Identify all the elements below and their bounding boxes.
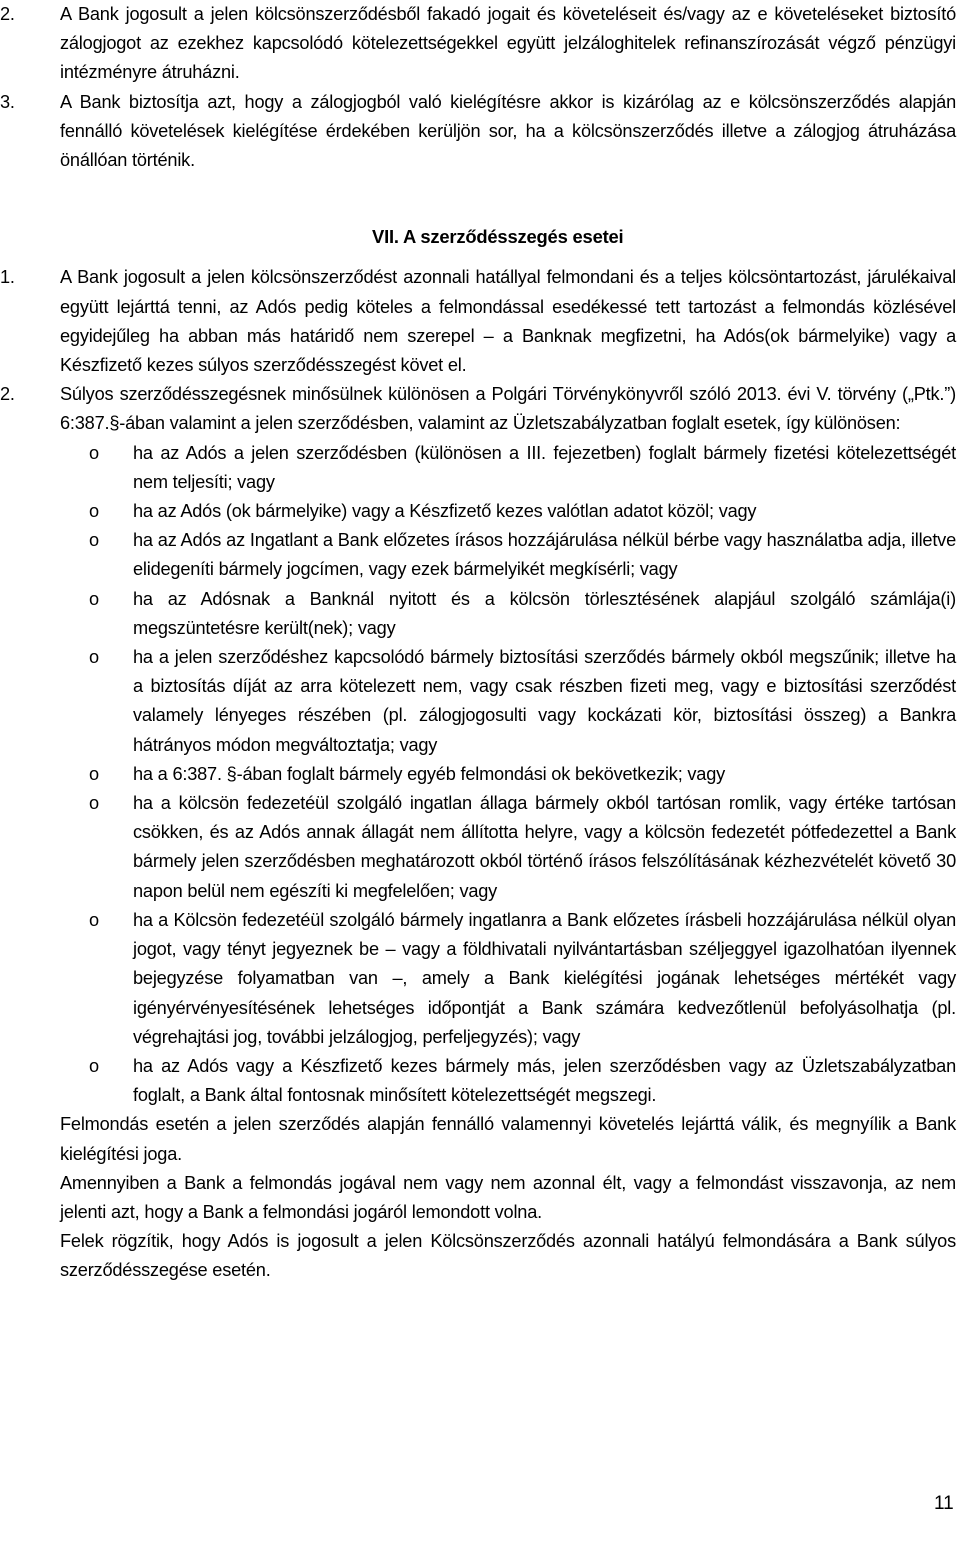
list-item [0, 1052, 956, 1110]
item-number: 3. [0, 91, 15, 112]
list-item [0, 760, 956, 789]
bullet-mark: o [89, 793, 99, 814]
list-item [0, 789, 956, 906]
bullet-mark: o [89, 530, 99, 551]
list-item-3-satisfaction [0, 88, 956, 176]
list-item-text: ha az Adós a jelen szerződésben (különösen a III. fejezetben) foglalt bármely fizetési kötelezettségét nem teljesíti; vagy [133, 442, 956, 492]
item-text: Súlyos szerződésszegésnek minősülnek különösen a Polgári Törvénykönyvről szóló 2013. évi V. törvény („Ptk.”) 6:387.§-ában valamint a jelen szerződésben, valamint az Üzletszabályzatban foglalt esetek, így különösen: [60, 384, 956, 434]
list-item [0, 497, 956, 526]
list-item [0, 439, 956, 497]
bullet-mark: o [89, 1055, 99, 1076]
item-number: 2. [0, 4, 15, 24]
list-item-text: ha az Adós (ok bármelyike) vagy a Készfizető kezes valótlan adatot közöl; vagy [133, 501, 757, 522]
item-number: 1. [0, 267, 15, 288]
list-item-text: ha a 6:387. §-ában foglalt bármely egyéb felmondási ok bekövetkezik; vagy [133, 763, 726, 784]
list-item-text: ha a kölcsön fedezetéül szolgáló ingatlan állaga bármely okból tartósan romlik, vagy értéke tartósan csökken, és az Adós annak állagát nem állította helyre, vagy a kölcsön fedezetét pótfedezettel a Bank bármely jelen szerződésben meghatározott okból történő írásos felszólításának kézhezvételét követő 30 napon belül nem egészíti ki megfelelően; vagy [133, 793, 956, 901]
bullet-mark: o [89, 647, 99, 668]
list-item-text: ha az Adósnak a Banknál nyitott és a kölcsön törlesztésének alapjául szolgáló számlája(i) megszüntetésre került(nek); vagy [133, 588, 956, 638]
section-heading: VII. A szerződésszegés esetei [372, 226, 624, 248]
bullet-mark: o [89, 442, 99, 463]
closing-paragraph: Felmondás esetén a jelen szerződés alapján fennálló valamennyi követelés lejárttá válik, és megnyílik a Bank kielégítési joga. [60, 1114, 956, 1164]
list-item-text: ha az Adós vagy a Készfizető kezes bármely más, jelen szerződésben vagy az Üzletszabályzatban foglalt, a Bank által fontosnak minősített kötelezettségét megszegi. [133, 1055, 956, 1106]
list-item-text: ha a jelen szerződéshez kapcsolódó bármely biztosítási szerződés bármely okból megszűnik; illetve ha a biztosítás díját az arra kötelezett nem, vagy csak részben fizeti meg, vagy e biztosítási szerződést valamely lényeges részében (pl. zálogjogosulti vagy kockázati kör, biztosítási összeg) a Bankra hátrányos módon megváltoztatja; vagy [133, 647, 956, 755]
bullet-mark: o [89, 909, 99, 930]
list-item-text: ha az Adós az Ingatlant a Bank előzetes írásos hozzájárulása nélkül bérbe vagy használatba adja, illetve elidegeníti bármely jogcímen, vagy ezek bármelyikét megkísérli; vagy [133, 530, 956, 580]
item-text: A Bank jogosult a jelen kölcsönszerződést azonnali hatállyal felmondani és a teljes kölcsöntartozást, járulékaival együtt lejárttá tenni, az Adós pedig köteles a felmondással esedékessé tett tartozást a felmondás közlésével egyidejűleg ha abban más határidő nem szerepel – a Banknak megfizetni, ha Adós(ok bármelyike) vagy a Készfizető kezes súlyos szerződésszegést követ el. [60, 267, 956, 376]
section-item-1-termination-right [0, 263, 956, 380]
closing-paragraph: Felek rögzítik, hogy Adós is jogosult a jelen Kölcsönszerződés azonnali hatályú felmondására a Bank súlyos szerződésszegése esetén. [60, 1231, 956, 1281]
breach-cases-list [0, 439, 956, 1111]
item-text: A Bank jogosult a jelen kölcsönszerződésből fakadó jogait és követeléseit és/vagy az e követeléseket biztosító zálogjogot az ezekhez kapcsolódó kötelezettségekkel együtt jelzáloghitelek refinanszírozását végző pénzügyi intézményre átruházni. [60, 4, 956, 83]
list-item [0, 526, 956, 584]
bullet-mark: o [89, 763, 99, 784]
section-item-2-serious-breach [0, 380, 956, 438]
list-item [0, 643, 956, 760]
bullet-mark: o [89, 588, 99, 609]
list-item-text: ha a Kölcsön fedezetéül szolgáló bármely ingatlanra a Bank előzetes írásbeli hozzájárulása nélkül olyan jogot, vagy tényt jegyeznek be – vagy a földhivatali nyilvántartásban széljeggyel igazolhatóan ilyennek bejegyzése folyamatban van –, amely a Bank kielégítési jogának lehetséges mértékét vagy igényérvényesítésének lehetséges időpontját a Bank számára kedvezőtlenül befolyásolhatja (pl. végrehajtási jog, további jelzálogjog, perfeljegyzés); vagy [133, 909, 956, 1047]
closing-paragraph: Amennyiben a Bank a felmondás jogával nem vagy nem azonnal élt, vagy a felmondást visszavonja, az nem jelenti azt, hogy a Bank a felmondási jogáról lemondott volna. [60, 1172, 956, 1222]
item-text: A Bank biztosítja azt, hogy a zálogjogból való kielégítésre akkor is kizárólag az e kölcsönszerződés alapján fennálló követelések kielégítése érdekében kerüljön sor, ha a kölcsönszerződés illetve a zálogjog átruházása önállóan történik. [60, 91, 956, 171]
page-number: 11 [934, 1493, 954, 1514]
list-item-2-transfer-rights [0, 0, 956, 88]
bullet-mark: o [89, 501, 99, 522]
list-item [0, 906, 956, 1052]
list-item [0, 585, 956, 643]
item-number: 2. [0, 384, 15, 405]
